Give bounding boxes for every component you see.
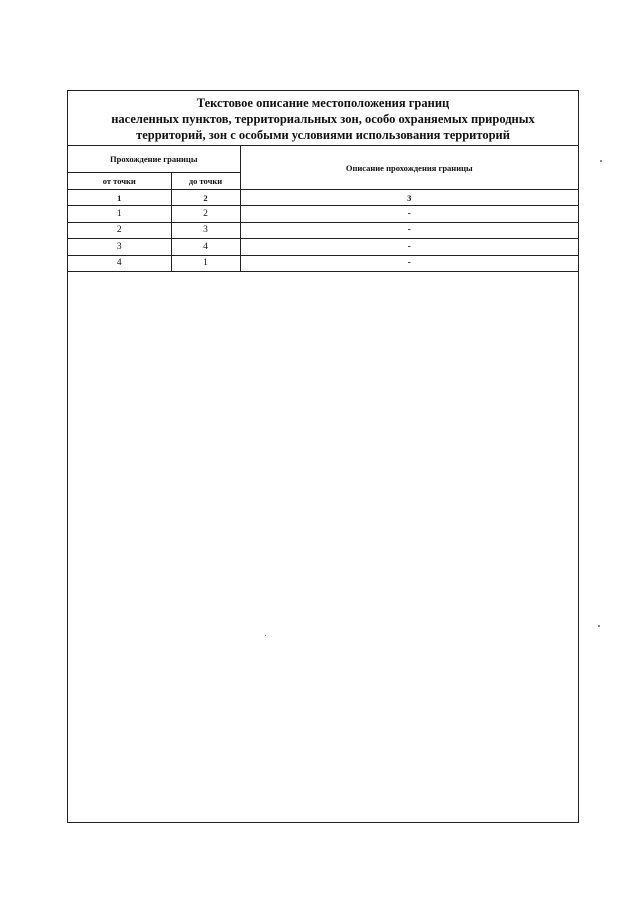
to-point-cell: 2 [171,206,240,223]
description-cell: - [240,255,578,272]
document-title [68,91,578,146]
from-point-cell: 2 [68,222,171,239]
description-cell: - [240,222,578,239]
document-frame [67,90,579,823]
to-point-cell: 4 [171,239,240,256]
from-point-cell: 1 [68,206,171,223]
to-point-cell: 1 [171,255,240,272]
column-number: 2 [171,190,240,206]
to-point-header: до точки [171,173,240,190]
column-number: 3 [240,190,578,206]
title-line-3: территорий, зон с особыми условиями использования территорий [136,128,510,142]
description-header-cell: Описание прохождения границы [240,146,578,190]
from-point-cell: 3 [68,239,171,256]
title-line-2: населенных пунктов, территориальных зон, особо охраняемых природных [111,112,535,126]
scan-speck [598,625,600,627]
scan-speck [600,160,602,162]
title-line-1: Текстовое описание местоположения границ [196,96,450,110]
description-cell: - [240,239,578,256]
description-cell: - [240,206,578,223]
boundary-table [68,146,578,272]
column-number: 1 [68,190,171,206]
scan-speck [265,635,266,636]
table-row [68,255,578,272]
from-point-header: от точки [68,173,171,190]
table-header-row [68,146,578,173]
to-point-cell: 3 [171,222,240,239]
table-row [68,222,578,239]
column-number-row [68,190,578,206]
group-header-cell: Прохождение границы [68,146,240,173]
from-point-cell: 4 [68,255,171,272]
table-row [68,239,578,256]
table-row [68,206,578,223]
